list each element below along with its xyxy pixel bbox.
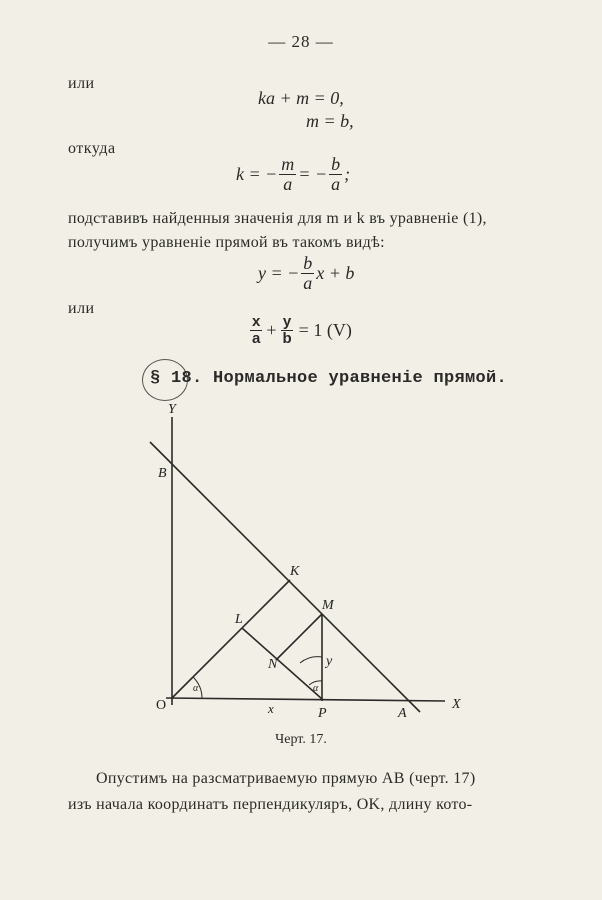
label-b: B xyxy=(158,466,167,481)
equation-y xyxy=(258,254,354,293)
word-ili: или xyxy=(68,75,95,92)
fraction-numerator: b xyxy=(303,253,313,273)
v-rhs: = 1 (V) xyxy=(298,319,352,340)
equation-v xyxy=(248,314,352,347)
label-a: A xyxy=(398,706,407,721)
label-p: P xyxy=(318,706,327,721)
paragraph1-line1: подставивъ найденныя значенія для m и k въ уравненіе (1), xyxy=(68,210,487,227)
fraction-denominator: a xyxy=(283,173,293,194)
label-n: N xyxy=(268,657,278,672)
equation-m-b: m = b, xyxy=(306,111,354,131)
fraction-x-over-a xyxy=(250,314,262,347)
word-ili-2: или xyxy=(68,300,95,317)
equation-k xyxy=(236,155,350,194)
k-mid: = − xyxy=(298,163,328,184)
fraction-b-over-a xyxy=(329,155,342,194)
y-rhs: x + b xyxy=(316,262,355,283)
figure-diagram xyxy=(0,395,602,725)
figure-caption: Черт. 17. xyxy=(275,732,327,747)
segment-lp xyxy=(242,628,322,699)
fraction-denominator: a xyxy=(252,329,261,347)
equation-ka-m: ka + m = 0, xyxy=(258,88,344,108)
label-x-axis: X xyxy=(452,697,461,712)
y-lhs: y = − xyxy=(258,262,300,283)
segment-mn xyxy=(277,614,322,659)
fraction-numerator: x xyxy=(252,313,261,330)
plus-sign: + xyxy=(266,319,277,340)
label-alpha-2: α xyxy=(313,683,319,694)
label-x-small: x xyxy=(268,701,274,716)
label-y-axis: Y xyxy=(168,402,176,417)
page-number: — 28 — xyxy=(268,32,334,51)
fraction-denominator: a xyxy=(331,173,341,194)
k-end: ; xyxy=(344,163,351,184)
paragraph2-line2: изъ начала координатъ перпендикуляръ, OK, длину кото- xyxy=(68,796,473,813)
paragraph2-line1: Опустимъ на разсматриваемую прямую AB (черт. 17) xyxy=(96,770,476,787)
label-l: L xyxy=(235,612,243,627)
word-otkuda: откуда xyxy=(68,140,116,157)
label-k: K xyxy=(290,564,300,579)
fraction-numerator: b xyxy=(331,154,341,174)
fraction-denominator: a xyxy=(303,272,313,293)
line-ab xyxy=(150,442,420,712)
fraction-denominator: b xyxy=(282,329,292,347)
section-heading: § 18. Нормальное уравненіе прямой. xyxy=(150,369,508,388)
fraction-b-over-a xyxy=(301,254,314,293)
label-m: M xyxy=(322,598,334,613)
fraction-m-over-a xyxy=(279,155,296,194)
fraction-numerator: m xyxy=(281,154,295,174)
fraction-numerator: y xyxy=(282,313,292,330)
paragraph1-line2: получимъ уравненіе прямой въ такомъ видѣ: xyxy=(68,234,385,251)
angle-arc-n xyxy=(300,657,322,663)
fraction-y-over-b xyxy=(281,314,294,347)
segment-ok xyxy=(172,580,290,698)
k-lhs: k = − xyxy=(236,163,278,184)
label-y-small: y xyxy=(326,654,333,669)
label-alpha-1: α xyxy=(193,683,199,694)
x-axis xyxy=(166,698,445,701)
label-origin-o: O xyxy=(156,698,167,713)
